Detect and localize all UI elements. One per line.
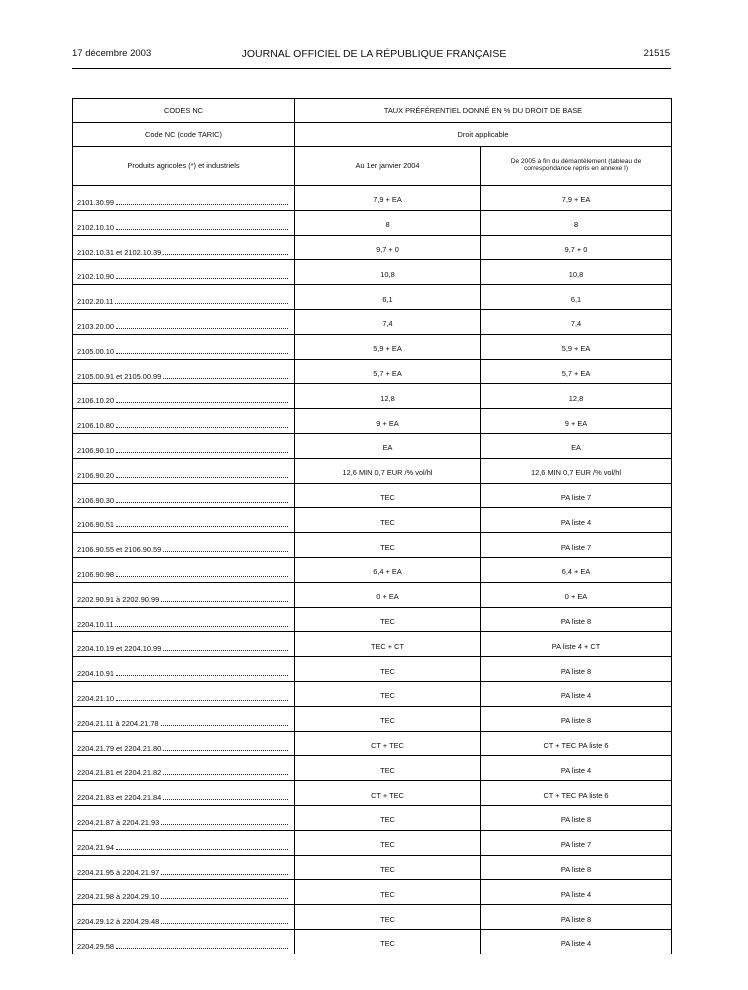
rate-2004-cell bbox=[295, 458, 481, 483]
rate-2004: TEC bbox=[380, 889, 395, 899]
rate-2004: 5,9 + EA bbox=[373, 344, 402, 354]
code-cell bbox=[73, 756, 295, 781]
table-column-headers bbox=[73, 147, 672, 186]
nc-code: 2204.21.98 à 2204.29.10 bbox=[77, 892, 160, 902]
rate-2005-cell bbox=[481, 384, 672, 409]
table-group-header bbox=[73, 99, 672, 123]
table-row bbox=[73, 458, 672, 483]
rate-2004: TEC bbox=[380, 765, 395, 775]
table-row bbox=[73, 359, 672, 384]
code-cell bbox=[73, 533, 295, 558]
code-cell bbox=[73, 210, 295, 235]
code-cell bbox=[73, 582, 295, 607]
rate-2004: TEC bbox=[380, 815, 395, 825]
table-subheader bbox=[73, 123, 672, 147]
table-row bbox=[73, 855, 672, 880]
dot-leader bbox=[116, 525, 288, 527]
rate-2005: 7,9 + EA bbox=[561, 195, 591, 205]
table-row bbox=[73, 334, 672, 359]
nc-code: 2103.20.00 bbox=[77, 321, 114, 331]
nc-code: 2106.90.10 bbox=[77, 445, 114, 455]
rate-2005: PA liste 4 bbox=[560, 517, 592, 527]
rate-2004: TEC bbox=[380, 666, 395, 676]
rate-2005-cell bbox=[481, 929, 672, 953]
dot-leader bbox=[163, 377, 288, 379]
col-2004-header: Au 1er janvier 2004 bbox=[295, 147, 481, 186]
droit-applicable-header: Droit applicable bbox=[295, 123, 672, 147]
nc-code: 2204.21.79 et 2204.21.80 bbox=[77, 743, 162, 753]
rate-2005-cell bbox=[481, 880, 672, 905]
rate-2005-cell bbox=[481, 781, 672, 806]
rate-2004-cell bbox=[295, 433, 481, 458]
nc-code: 2204.21.83 et 2204.21.84 bbox=[77, 793, 162, 803]
rate-2004: TEC bbox=[380, 542, 395, 552]
table-row bbox=[73, 533, 672, 558]
nc-code: 2204.10.11 bbox=[77, 619, 114, 629]
rate-2004-cell bbox=[295, 905, 481, 930]
code-cell bbox=[73, 483, 295, 508]
rate-2004-cell bbox=[295, 830, 481, 855]
dot-leader bbox=[116, 426, 288, 428]
dot-leader bbox=[115, 302, 288, 304]
dot-leader bbox=[116, 947, 288, 949]
rate-2004-cell bbox=[295, 781, 481, 806]
code-cell bbox=[73, 285, 295, 310]
rate-2005: 6,4 + EA bbox=[561, 567, 591, 577]
dot-leader bbox=[161, 897, 288, 899]
rate-2005: 8 bbox=[573, 220, 579, 230]
code-cell bbox=[73, 235, 295, 260]
dot-leader bbox=[116, 476, 288, 478]
rate-2004: 9 + EA bbox=[376, 418, 399, 428]
rate-2005-cell bbox=[481, 508, 672, 533]
table-row bbox=[73, 706, 672, 731]
rate-2005: PA liste 8 bbox=[560, 616, 592, 626]
col-2005-header: De 2005 à fin du démantèlement (tableau de correspondance repris en annexe I) bbox=[481, 147, 672, 186]
code-cell bbox=[73, 805, 295, 830]
dot-leader bbox=[116, 327, 288, 329]
rate-2005-cell bbox=[481, 433, 672, 458]
rate-2005-cell bbox=[481, 235, 672, 260]
rate-2005: PA liste 8 bbox=[560, 716, 592, 726]
header-date: 17 décembre 2003 bbox=[72, 48, 152, 59]
rate-2004: 0 + EA bbox=[376, 592, 399, 602]
code-cell bbox=[73, 855, 295, 880]
nc-code: 2102.10.10 bbox=[77, 222, 114, 232]
code-cell bbox=[73, 657, 295, 682]
dot-leader bbox=[161, 873, 288, 875]
rate-2005: PA liste 7 bbox=[560, 492, 592, 502]
table-row bbox=[73, 433, 672, 458]
dot-leader bbox=[161, 724, 288, 726]
code-cell bbox=[73, 557, 295, 582]
rate-2005-cell bbox=[481, 557, 672, 582]
nc-code: 2204.10.19 et 2204.10.99 bbox=[77, 644, 162, 654]
rate-2005-cell bbox=[481, 359, 672, 384]
rate-2004: CT + TEC bbox=[371, 740, 404, 750]
rate-2004-cell bbox=[295, 805, 481, 830]
rate-2005-cell bbox=[481, 657, 672, 682]
tariff-table bbox=[72, 98, 672, 954]
rate-2005-cell bbox=[481, 458, 672, 483]
code-cell bbox=[73, 706, 295, 731]
rate-2005: 9,7 + 0 bbox=[564, 244, 588, 254]
rate-2004-cell bbox=[295, 260, 481, 285]
table-row bbox=[73, 186, 672, 211]
code-cell bbox=[73, 458, 295, 483]
nc-code: 2105.00.91 et 2105.00.99 bbox=[77, 371, 162, 381]
dot-leader bbox=[161, 823, 288, 825]
produits-header: Produits agricoles (*) et industriels bbox=[73, 147, 295, 186]
table-row bbox=[73, 210, 672, 235]
rate-2004: 12,6 MIN 0,7 EUR /% vol/hl bbox=[342, 468, 433, 478]
rate-2005: 5,7 + EA bbox=[561, 368, 591, 378]
code-cell bbox=[73, 260, 295, 285]
nc-code: 2102.10.90 bbox=[77, 272, 114, 282]
dot-leader bbox=[116, 401, 288, 403]
rate-2004-cell bbox=[295, 285, 481, 310]
dot-leader bbox=[116, 699, 288, 701]
rate-2005-cell bbox=[481, 905, 672, 930]
table-row bbox=[73, 657, 672, 682]
dot-leader bbox=[161, 922, 288, 924]
dot-leader bbox=[116, 674, 288, 676]
code-cell bbox=[73, 433, 295, 458]
dot-leader bbox=[116, 228, 288, 230]
rate-2005-cell bbox=[481, 334, 672, 359]
code-cell bbox=[73, 409, 295, 434]
rate-2004: 7,9 + EA bbox=[373, 195, 402, 205]
dot-leader bbox=[116, 451, 288, 453]
dot-leader bbox=[116, 501, 288, 503]
nc-code: 2204.21.11 à 2204.21.78 bbox=[77, 718, 159, 728]
table-row bbox=[73, 929, 672, 953]
rate-2004-cell bbox=[295, 210, 481, 235]
dot-leader bbox=[163, 550, 288, 552]
rate-2005: PA liste 7 bbox=[560, 840, 592, 850]
rate-2005: 5,9 + EA bbox=[561, 344, 591, 354]
rate-2004-cell bbox=[295, 334, 481, 359]
code-cell bbox=[73, 905, 295, 930]
table-row bbox=[73, 582, 672, 607]
rate-2005-cell bbox=[481, 706, 672, 731]
rate-2004-cell bbox=[295, 929, 481, 953]
rate-2005: PA liste 4 bbox=[560, 889, 592, 899]
rate-2004-cell bbox=[295, 632, 481, 657]
rate-2005-cell bbox=[481, 210, 672, 235]
code-cell bbox=[73, 632, 295, 657]
header-rule bbox=[72, 68, 671, 69]
rate-2005-cell bbox=[481, 285, 672, 310]
rate-2005-cell bbox=[481, 309, 672, 334]
table-row bbox=[73, 681, 672, 706]
rate-2004-cell bbox=[295, 607, 481, 632]
rate-2005-cell bbox=[481, 409, 672, 434]
nc-code: 2204.29.12 à 2204.29.48 bbox=[77, 917, 160, 927]
code-cell bbox=[73, 681, 295, 706]
dot-leader bbox=[116, 277, 288, 279]
rate-2005: PA liste 7 bbox=[560, 542, 592, 552]
codes-nc-header: CODES NC bbox=[73, 99, 295, 123]
rate-2004: TEC bbox=[380, 716, 395, 726]
rate-2004: 9,7 + 0 bbox=[376, 244, 399, 254]
rate-2005-cell bbox=[481, 632, 672, 657]
rate-2005: PA liste 4 bbox=[560, 765, 592, 775]
code-cell bbox=[73, 334, 295, 359]
table-row bbox=[73, 285, 672, 310]
rate-2005-cell bbox=[481, 260, 672, 285]
table-row bbox=[73, 260, 672, 285]
dot-leader bbox=[163, 773, 288, 775]
rate-2004-cell bbox=[295, 657, 481, 682]
dot-leader bbox=[163, 749, 288, 751]
rate-2004: TEC bbox=[380, 616, 395, 626]
rate-2004: TEC bbox=[380, 914, 395, 924]
rate-2004-cell bbox=[295, 756, 481, 781]
rate-2004-cell bbox=[295, 880, 481, 905]
nc-code: 2204.21.81 et 2204.21.82 bbox=[77, 768, 162, 778]
rate-2004: TEC bbox=[380, 691, 395, 701]
rate-2005-cell bbox=[481, 607, 672, 632]
table-row bbox=[73, 607, 672, 632]
rate-2005: CT + TEC PA liste 6 bbox=[543, 740, 609, 750]
dot-leader bbox=[116, 203, 288, 205]
rate-2005: 0 + EA bbox=[564, 592, 588, 602]
table-row bbox=[73, 805, 672, 830]
dot-leader bbox=[115, 625, 288, 627]
table-row bbox=[73, 483, 672, 508]
table-row bbox=[73, 756, 672, 781]
rate-2004-cell bbox=[295, 409, 481, 434]
nc-code: 2204.21.87 à 2204.21.93 bbox=[77, 817, 160, 827]
rate-2004: TEC bbox=[380, 517, 395, 527]
code-cell bbox=[73, 186, 295, 211]
rate-2005-cell bbox=[481, 830, 672, 855]
table-row bbox=[73, 409, 672, 434]
nc-code: 2106.90.55 et 2106.90.59 bbox=[77, 545, 162, 555]
rate-2004: 5,7 + EA bbox=[373, 368, 402, 378]
rate-2004-cell bbox=[295, 359, 481, 384]
nc-code: 2204.21.10 bbox=[77, 693, 114, 703]
rate-2004: 6,1 bbox=[382, 294, 393, 304]
rate-2005-cell bbox=[481, 731, 672, 756]
rate-2005: 10,8 bbox=[568, 269, 584, 279]
rate-2005: 9 + EA bbox=[564, 418, 588, 428]
nc-code: 2202.90.91 à 2202.90.99 bbox=[77, 594, 160, 604]
rate-2005-cell bbox=[481, 582, 672, 607]
table-row bbox=[73, 830, 672, 855]
rate-2004-cell bbox=[295, 533, 481, 558]
nc-code: 2106.10.80 bbox=[77, 421, 114, 431]
rate-2005: EA bbox=[571, 443, 581, 453]
taux-header: TAUX PRÉFÉRENTIEL DONNÉ EN % DU DROIT DE BASE bbox=[295, 99, 672, 123]
rate-2005: PA liste 4 bbox=[560, 939, 592, 949]
rate-2004-cell bbox=[295, 309, 481, 334]
rate-2005: PA liste 8 bbox=[560, 914, 592, 924]
table-row bbox=[73, 384, 672, 409]
dot-leader bbox=[163, 253, 288, 255]
rate-2005: 7,4 bbox=[570, 319, 582, 329]
code-cell bbox=[73, 384, 295, 409]
rate-2004: 10,8 bbox=[380, 269, 395, 279]
nc-code: 2106.10.20 bbox=[77, 396, 114, 406]
rate-2004: 12,8 bbox=[380, 393, 395, 403]
rate-2005-cell bbox=[481, 805, 672, 830]
table-row bbox=[73, 235, 672, 260]
rate-2004-cell bbox=[295, 483, 481, 508]
table-row bbox=[73, 508, 672, 533]
nc-code: 2106.90.51 bbox=[77, 520, 114, 530]
rate-2005-cell bbox=[481, 483, 672, 508]
nc-code: 2204.21.95 à 2204.21.97 bbox=[77, 867, 160, 877]
rate-2005: 6,1 bbox=[570, 294, 582, 304]
rate-2004-cell bbox=[295, 186, 481, 211]
rate-2004-cell bbox=[295, 582, 481, 607]
rate-2004: TEC bbox=[380, 864, 395, 874]
nc-code: 2105.00.10 bbox=[77, 346, 114, 356]
rate-2004-cell bbox=[295, 706, 481, 731]
nc-code: 2204.21.94 bbox=[77, 842, 114, 852]
rate-2004: EA bbox=[382, 443, 393, 453]
rate-2005: 12,6 MIN 0,7 EUR /% vol/hl bbox=[531, 468, 621, 478]
table-row bbox=[73, 632, 672, 657]
rate-2004: 6,4 + EA bbox=[373, 567, 402, 577]
rate-2005: PA liste 4 bbox=[560, 691, 592, 701]
code-cell bbox=[73, 929, 295, 953]
code-cell bbox=[73, 309, 295, 334]
rate-2004: 8 bbox=[385, 220, 390, 230]
nc-code: 2204.10.91 bbox=[77, 669, 114, 679]
rate-2005: CT + TEC PA liste 6 bbox=[543, 790, 609, 800]
rate-2005-cell bbox=[481, 186, 672, 211]
code-cell bbox=[73, 359, 295, 384]
table-row bbox=[73, 781, 672, 806]
table-row bbox=[73, 309, 672, 334]
rate-2004: 7,4 bbox=[382, 319, 393, 329]
dot-leader bbox=[116, 575, 288, 577]
rate-2004: TEC bbox=[380, 840, 395, 850]
dot-leader bbox=[161, 600, 288, 602]
rate-2005-cell bbox=[481, 756, 672, 781]
code-cell bbox=[73, 830, 295, 855]
code-cell bbox=[73, 607, 295, 632]
code-taric-header: Code NC (code TARIC) bbox=[73, 123, 295, 147]
rate-2005: PA liste 8 bbox=[560, 864, 592, 874]
rate-2004: TEC bbox=[380, 492, 395, 502]
rate-2004-cell bbox=[295, 508, 481, 533]
rate-2004-cell bbox=[295, 235, 481, 260]
code-cell bbox=[73, 781, 295, 806]
code-cell bbox=[73, 880, 295, 905]
rate-2004-cell bbox=[295, 681, 481, 706]
rate-2004: CT + TEC bbox=[371, 790, 404, 800]
rate-2005: PA liste 8 bbox=[560, 666, 592, 676]
rate-2004-cell bbox=[295, 731, 481, 756]
rate-2005: PA liste 8 bbox=[560, 815, 592, 825]
code-cell bbox=[73, 731, 295, 756]
nc-code: 2102.10.31 et 2102.10.39 bbox=[77, 247, 162, 257]
nc-code: 2101.30.99 bbox=[77, 198, 114, 207]
dot-leader bbox=[116, 352, 288, 354]
dot-leader bbox=[116, 848, 288, 850]
rate-2004-cell bbox=[295, 557, 481, 582]
code-cell bbox=[73, 508, 295, 533]
nc-code: 2102.20.11 bbox=[77, 297, 114, 307]
nc-code: 2106.90.20 bbox=[77, 470, 114, 480]
table-row bbox=[73, 905, 672, 930]
table-row bbox=[73, 557, 672, 582]
rate-2005-cell bbox=[481, 681, 672, 706]
dot-leader bbox=[163, 649, 288, 651]
rate-2005-cell bbox=[481, 533, 672, 558]
rate-2004: TEC + CT bbox=[370, 641, 405, 651]
rate-2004-cell bbox=[295, 855, 481, 880]
rate-2005: PA liste 4 + CT bbox=[551, 641, 601, 651]
nc-code: 2106.90.98 bbox=[77, 569, 114, 579]
rate-2005: 12,8 bbox=[568, 393, 584, 403]
table-row bbox=[73, 731, 672, 756]
dot-leader bbox=[163, 798, 288, 800]
nc-code: 2204.29.58 bbox=[77, 941, 114, 951]
rate-2004-cell bbox=[295, 384, 481, 409]
journal-title: JOURNAL OFFICIEL DE LA RÉPUBLIQUE FRANÇAISE bbox=[241, 48, 507, 60]
nc-code: 2106.90.30 bbox=[77, 495, 114, 505]
table-row bbox=[73, 880, 672, 905]
rate-2004: TEC bbox=[380, 939, 395, 949]
page-number: 21515 bbox=[643, 48, 670, 59]
rate-2005-cell bbox=[481, 855, 672, 880]
